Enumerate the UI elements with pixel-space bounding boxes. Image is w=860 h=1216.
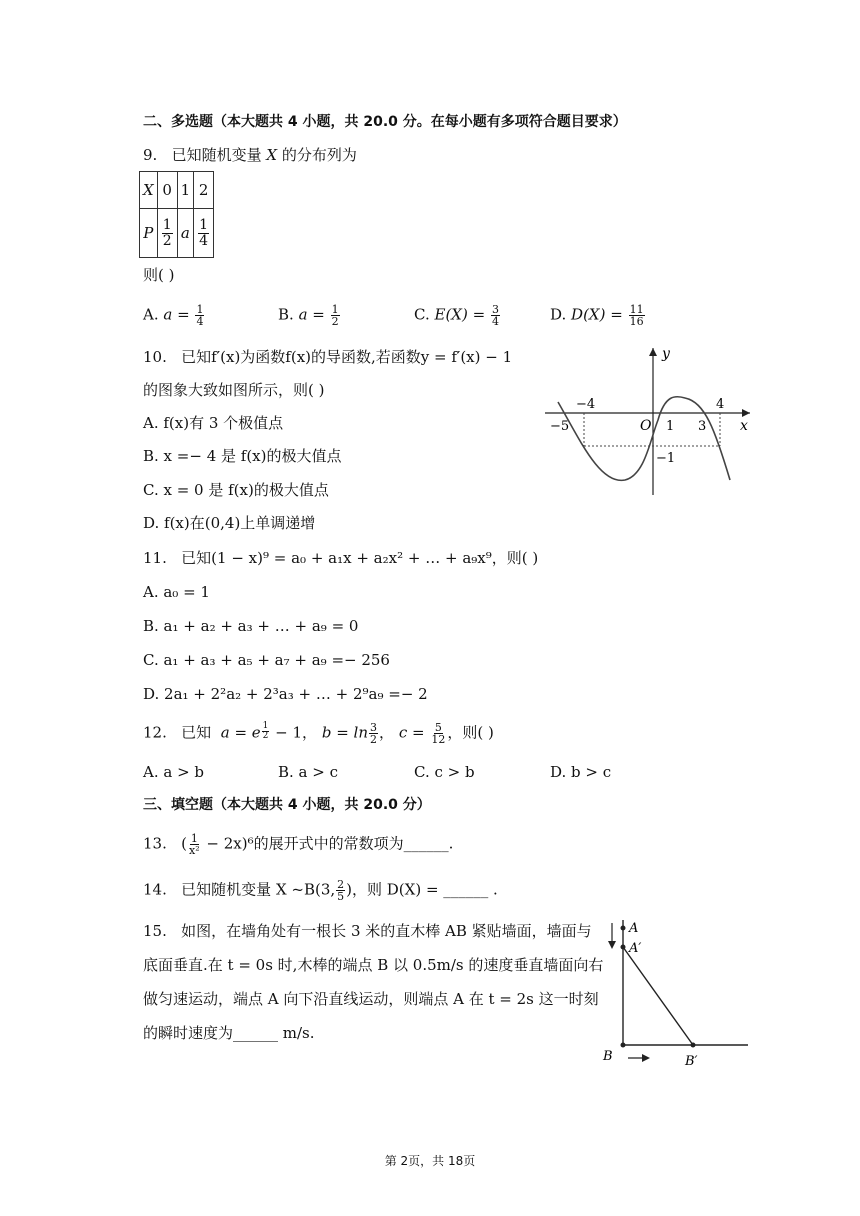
section-2-title: 二、多选题（本大题共 4 小题，共 20.0 分。在每小题有多项符合题目要求）: [143, 114, 627, 130]
tick-minus1: −1: [656, 451, 676, 466]
q11-option-a: A. a₀ = 1: [143, 583, 210, 601]
origin-label: O: [640, 418, 652, 434]
q10-option-c: C. x = 0 是 f(x)的极大值点: [143, 481, 329, 499]
q9-stem: 9. 已知随机变量 X 的分布列为: [143, 146, 357, 164]
q15-line4: 的瞬时速度为______ m/s.: [143, 1024, 315, 1042]
q15-line1: 15. 如图，在墙角处有一根长 3 米的直木棒 AB 紧贴墙面，墙面与: [143, 922, 592, 940]
q12-option-b: B. a > c: [278, 763, 339, 781]
q10-stem-line2: 的图象大致如图所示，则( ): [143, 381, 325, 399]
q15-line3: 做匀速运动，端点 A 向下沿直线运动，则端点 A 在 t = 2s 这一时刻: [143, 990, 599, 1008]
q9-option-a: A. a = $\frac{1}{4}$: [143, 303, 204, 328]
q12-option-a: A. a > b: [143, 763, 205, 781]
q12-option-c: C. c > b: [414, 763, 475, 781]
label-a-prime: A′: [629, 941, 642, 956]
q12-stem: 12. 已知 a = e $^{\frac{1}{2}}$ − 1， b = ln $\frac{3}{2}$ ， c = $\frac{5}{12}$ ，则( ): [143, 721, 494, 746]
q15-line2: 底面垂直.在 t = 0s 时,木棒的端点 B 以 0.5m/s 的速度垂直墙面向右: [143, 956, 604, 974]
tick-minus4: −4: [576, 397, 596, 412]
q11-option-c: C. a₁ + a₃ + a₅ + a₇ + a₉ =− 256: [143, 651, 390, 669]
q9-option-b: B. a = $\frac{1}{2}$: [278, 303, 339, 328]
q10-option-a: A. f(x)有 3 个极值点: [143, 414, 284, 432]
q11-option-b: B. a₁ + a₂ + a₃ + … + a₉ = 0: [143, 617, 359, 635]
q11-option-d: D. 2a₁ + 2²a₂ + 2³a₃ + … + 2⁹a₉ =− 2: [143, 685, 428, 703]
derivative-graph: [540, 340, 755, 500]
page-footer: 第 2页，共 18页: [384, 1154, 476, 1168]
q10-option-b: B. x =− 4 是 f(x)的极大值点: [143, 447, 342, 465]
ladder-figure: [598, 915, 753, 1075]
distribution-table: X 0 1 2 P $\frac{1}{2}$ a $\frac{1}{4}$: [139, 171, 214, 258]
label-b-prime: B′: [685, 1054, 698, 1069]
q9-then: 则( ): [143, 266, 175, 284]
q10-option-d: D. f(x)在(0,4)上单调递增: [143, 514, 316, 532]
label-a: A: [629, 921, 639, 936]
q14-stem: 14. 已知随机变量 X ~B(3, $\frac{2}{5}$ )，则 D(X) = ______ .: [143, 878, 498, 903]
y-axis-label: y: [662, 346, 670, 362]
tick-1: 1: [666, 419, 675, 434]
tick-4: 4: [716, 397, 725, 412]
section-3-title: 三、填空题（本大题共 4 小题，共 20.0 分）: [143, 797, 431, 813]
q11-stem: 11. 已知(1 − x)⁹ = a₀ + a₁x + a₂x² + … + a₉x⁹，则( ): [143, 549, 539, 567]
q9-option-d: D. D(X) = $\frac{11}{16}$: [550, 303, 644, 328]
q9-option-c: C. E(X) = $\frac{3}{4}$: [414, 303, 499, 328]
q13-stem: 13. ( $\frac{1}{\text{x²}}$ − 2x)⁶的展开式中的常数项为______.: [143, 832, 454, 857]
tick-minus5: −5: [550, 419, 570, 434]
q12-option-d: D. b > c: [550, 763, 612, 781]
q10-stem-line1: 10. 已知f′(x)为函数f(x)的导函数,若函数y = f′(x) − 1: [143, 348, 513, 366]
tick-3: 3: [698, 419, 707, 434]
label-b: B: [603, 1049, 613, 1064]
x-axis-label: x: [740, 418, 748, 434]
